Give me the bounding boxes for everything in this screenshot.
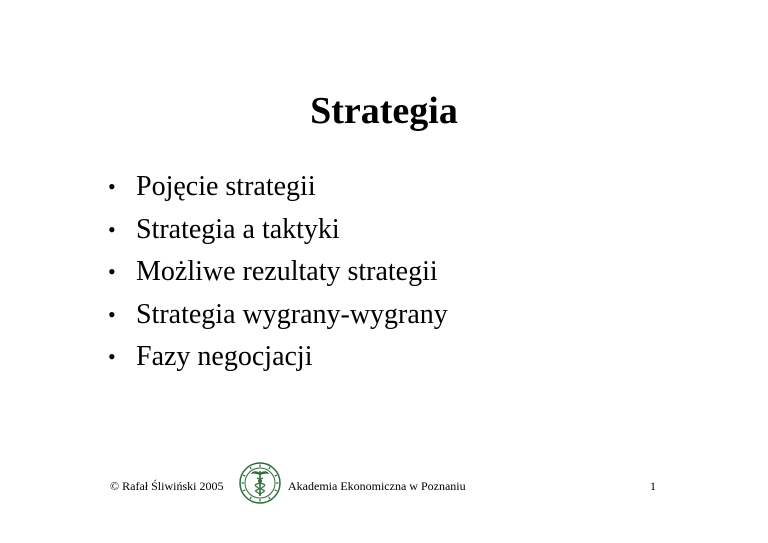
footer-institution: Akademia Ekonomiczna w Poznaniu bbox=[288, 479, 466, 493]
list-item bbox=[108, 209, 448, 252]
bullet-icon: • bbox=[108, 174, 116, 199]
bullet-icon: • bbox=[108, 216, 116, 242]
list-item bbox=[108, 166, 448, 209]
bullet-list bbox=[108, 166, 448, 379]
slide-title: Strategia bbox=[310, 90, 458, 132]
bullet-text: Możliwe rezultaty strategii bbox=[136, 256, 438, 287]
list-item bbox=[108, 336, 448, 379]
university-seal-icon bbox=[238, 460, 282, 506]
footer-author: © Rafał Śliwiński 2005 bbox=[110, 479, 224, 493]
bullet-text: Strategia wygrany-wygrany bbox=[136, 298, 448, 330]
page-number: 1 bbox=[650, 479, 656, 493]
bullet-text: Strategia a taktyki bbox=[136, 213, 340, 245]
slide-footer bbox=[0, 460, 768, 510]
bullet-icon: • bbox=[108, 301, 116, 327]
list-item bbox=[108, 251, 448, 294]
bullet-icon: • bbox=[108, 344, 116, 369]
list-item bbox=[108, 294, 448, 337]
bullet-text: Pojęcie strategii bbox=[136, 171, 316, 202]
bullet-text: Fazy negocjacji bbox=[136, 341, 313, 372]
bullet-icon: • bbox=[108, 259, 116, 284]
